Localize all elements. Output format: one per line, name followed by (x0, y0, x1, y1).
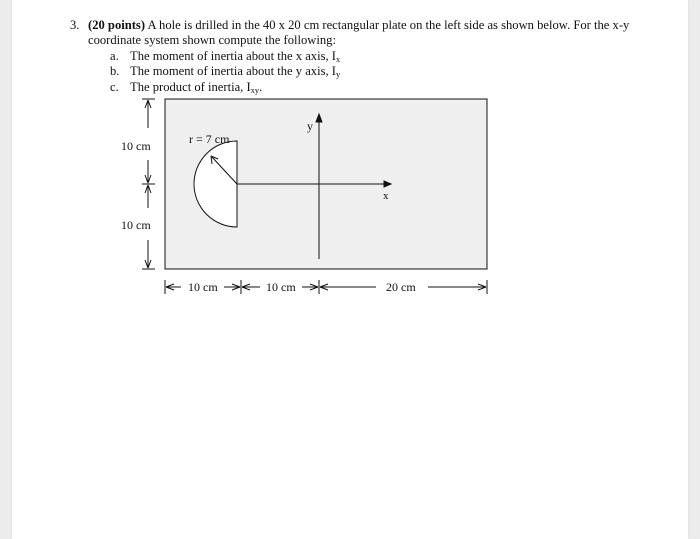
problem-text: A hole is drilled in the 40 x 20 cm rectangular plate on the left side as shown below. For the x-y coordinate system shown compute the following: (88, 18, 630, 48)
part-text: The moment of inertia about the y axis, I (130, 64, 336, 79)
part-label: a. (110, 49, 119, 63)
problem-number: 3. (70, 18, 80, 32)
left-dim-lower-label: 10 cm (121, 218, 151, 232)
part-text: The moment of inertia about the x axis, I (130, 49, 336, 63)
part-label: c. (110, 79, 119, 94)
bottom-dim-1-label: 10 cm (188, 280, 218, 294)
radius-label: r = 7 cm (189, 132, 230, 146)
bottom-dim-2-label: 10 cm (266, 280, 296, 294)
part-subscript: y (336, 69, 341, 80)
part-subscript: x (336, 54, 341, 64)
problem-points: (20 points) (88, 18, 146, 32)
bottom-dim-3-label: 20 cm (386, 280, 416, 294)
x-axis-label: x (383, 190, 389, 202)
left-dim-upper-label: 10 cm (121, 139, 151, 153)
part-text: The product of inertia, I (130, 79, 251, 94)
part-label: b. (110, 64, 120, 79)
y-axis-label: y (307, 119, 313, 133)
part-end: . (259, 79, 263, 94)
part-subscript: xy (250, 84, 260, 95)
